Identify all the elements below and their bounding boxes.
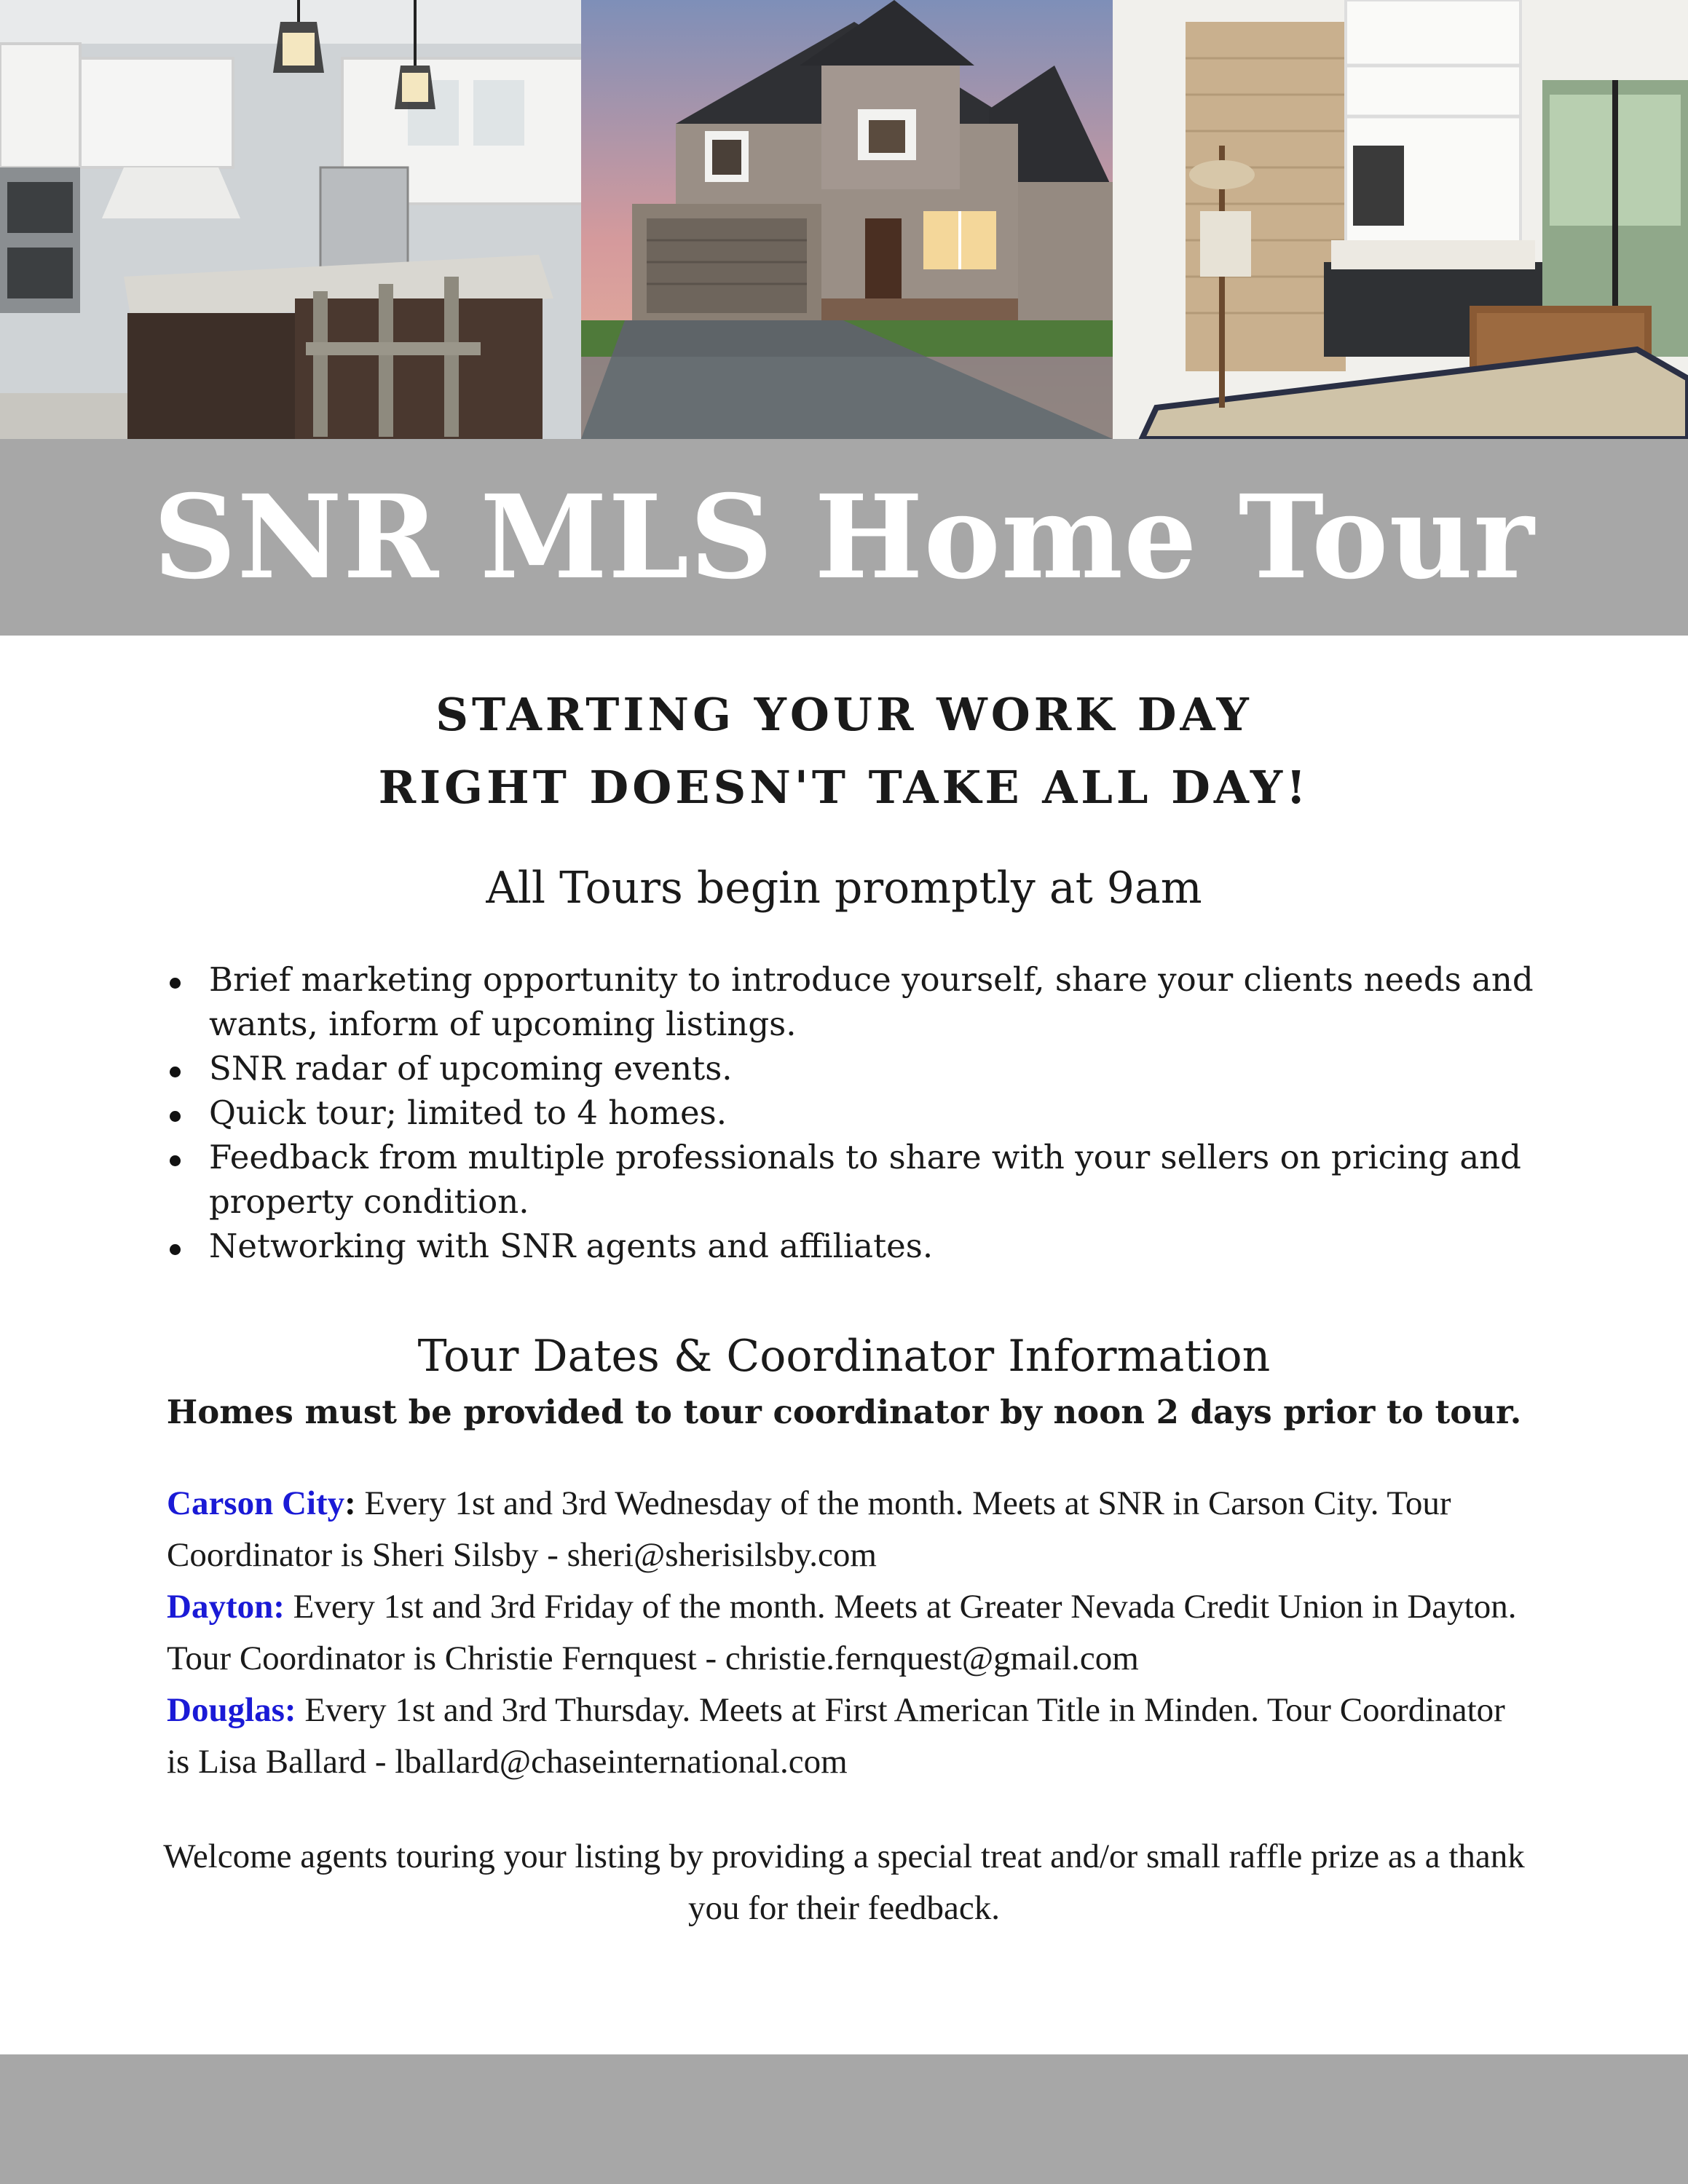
tours-start-time: All Tours begin promptly at 9am	[486, 863, 1202, 914]
bullet-icon	[170, 1111, 181, 1122]
bullet-icon	[170, 1067, 181, 1077]
location-name: Carson City	[167, 1484, 345, 1522]
headline-line-2: RIGHT DOESN'T TAKE ALL DAY!	[378, 761, 1310, 814]
location-carson-city	[167, 1478, 1529, 1581]
kitchen-photo	[0, 0, 581, 439]
page-title: SNR MLS Home Tour	[153, 470, 1535, 605]
list-item	[164, 1046, 1562, 1091]
benefit-list	[164, 957, 1562, 1268]
list-item-text: Networking with SNR agents and affiliates.	[209, 1227, 934, 1265]
list-item-text: Quick tour; limited to 4 homes.	[209, 1093, 727, 1132]
section-subtitle: Homes must be provided to tour coordinator by noon 2 days prior to tour.	[166, 1393, 1522, 1431]
footer-band	[0, 2054, 1688, 2184]
section-title: Tour Dates & Coordinator Information	[417, 1331, 1271, 1382]
living-room-photo	[1113, 0, 1688, 439]
house-exterior-photo	[581, 0, 1113, 439]
location-douglas	[167, 1685, 1529, 1788]
list-item	[164, 957, 1562, 1046]
photo-strip	[0, 0, 1688, 439]
bullet-icon	[170, 1244, 181, 1255]
location-details: Every 1st and 3rd Thursday. Meets at First American Title in Minden. Tour Coordinator is Lisa Ballard - lballard@chaseinternational.com	[167, 1691, 1505, 1781]
location-name: Douglas:	[167, 1691, 296, 1729]
location-name: Dayton:	[167, 1588, 285, 1626]
location-colon: :	[344, 1484, 356, 1522]
list-item-text: Feedback from multiple professionals to share with your sellers on pricing and property condition.	[209, 1138, 1521, 1221]
headline-line-1: STARTING YOUR WORK DAY	[435, 688, 1253, 741]
bullet-icon	[170, 1155, 181, 1166]
location-list	[167, 1478, 1529, 1788]
location-dayton	[167, 1581, 1529, 1685]
title-band	[0, 439, 1688, 636]
list-item-text: Brief marketing opportunity to introduce yourself, share your clients needs and wants, inform of upcoming listings.	[209, 960, 1534, 1043]
list-item	[164, 1224, 1562, 1268]
list-item	[164, 1091, 1562, 1135]
list-item-text: SNR radar of upcoming events.	[209, 1049, 733, 1088]
list-item	[164, 1135, 1562, 1224]
bullet-icon	[170, 978, 181, 989]
location-details: Every 1st and 3rd Wednesday of the month. Meets at SNR in Carson City. Tour Coordinator is Sheri Silsby - sheri@sherisilsby.com	[167, 1484, 1451, 1574]
welcome-note: Welcome agents touring your listing by providing a special treat and/or small raffle prize as a thank you for their feedback.	[163, 1837, 1525, 1927]
location-details: Every 1st and 3rd Friday of the month. Meets at Greater Nevada Credit Union in Dayton. Tour Coordinator is Christie Fernquest - christie.fernquest@gmail.com	[167, 1588, 1517, 1677]
